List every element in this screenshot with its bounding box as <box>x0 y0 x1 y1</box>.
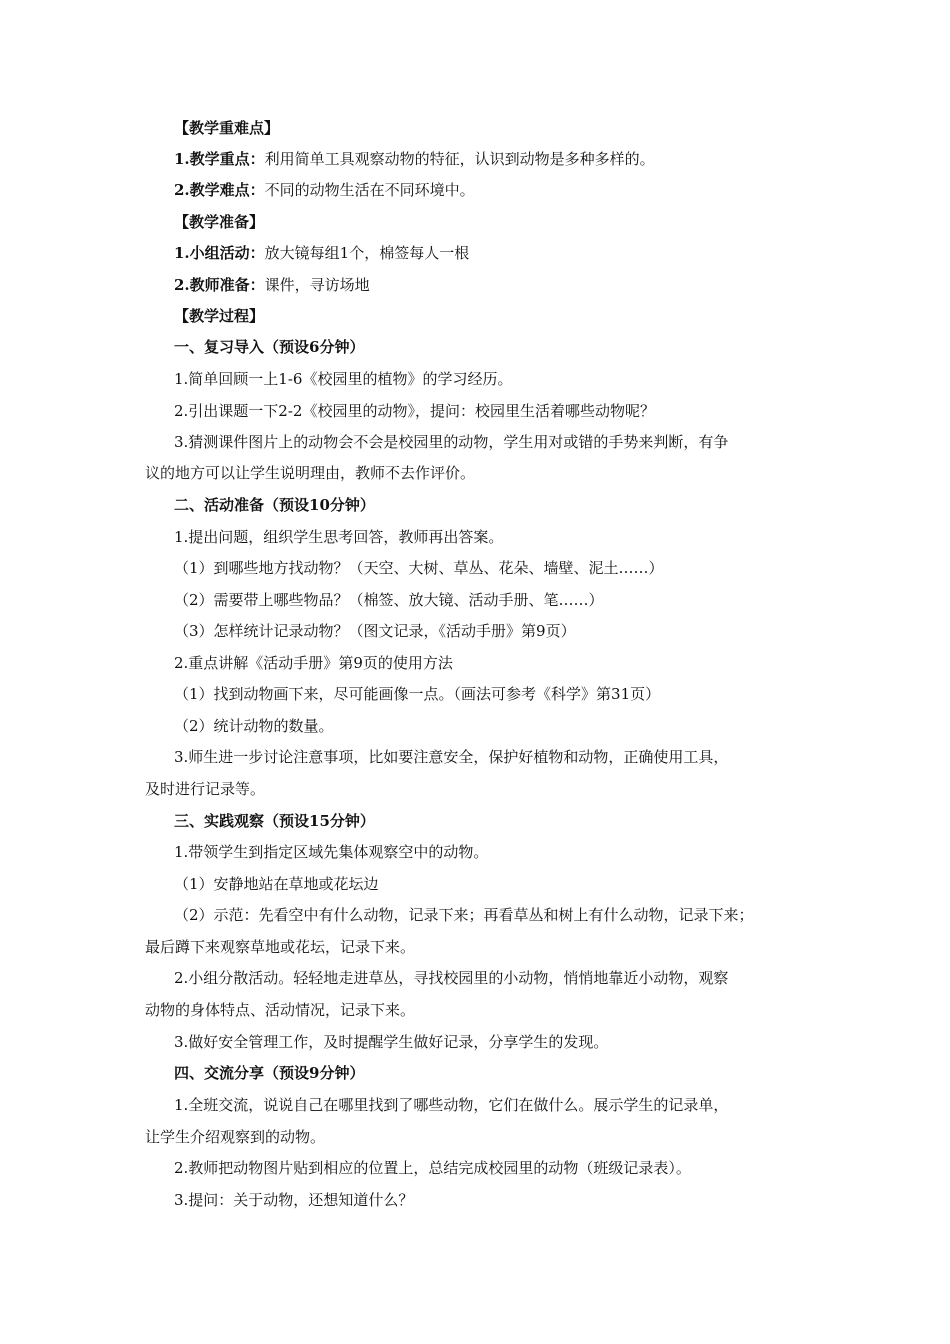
body-line: 2.教师把动物图片贴到相应的位置上，总结完成校园里的动物（班级记录表）。 <box>174 1159 691 1177</box>
preparation-item <box>0 275 950 295</box>
body-line: 1.简单回顾一上1-6《校园里的植物》的学习经历。 <box>174 370 513 388</box>
body-line: 3.提问：关于动物，还想知道什么？ <box>174 1191 414 1209</box>
body-line: （3）怎样统计记录动物？（图文记录，《活动手册》第9页） <box>174 622 576 640</box>
body-line: 2.小组分散活动。轻轻地走进草丛，寻找校园里的小动物，悄悄地靠近小动物，观察 <box>174 969 729 987</box>
body-line: 2.引出课题一下2-2《校园里的动物》，提问：校园里生活着哪些动物呢？ <box>174 402 655 420</box>
heading-process: 【教学过程】 <box>174 307 265 325</box>
section-title: 二、活动准备（预设10分钟） <box>174 496 375 514</box>
body-line: （1）安静地站在草地或花坛边 <box>174 875 379 893</box>
body-line: 最后蹲下来观察草地或花坛，记录下来。 <box>145 938 416 956</box>
body-line: 1.全班交流，说说自己在哪里找到了哪些动物，它们在做什么。展示学生的记录单， <box>174 1096 729 1114</box>
heading-key-points: 【教学重难点】 <box>174 119 280 137</box>
body-line: 2.重点讲解《活动手册》第9页的使用方法 <box>174 654 453 672</box>
section-title: 三、实践观察（预设15分钟） <box>174 812 375 830</box>
item-text: 不同的动物生活在不同环境中。 <box>264 181 475 199</box>
body-line: 3.做好安全管理工作，及时提醒学生做好记录，分享学生的发现。 <box>174 1033 609 1051</box>
heading-preparation: 【教学准备】 <box>174 213 265 231</box>
item-label: 1.小组活动： <box>174 244 265 262</box>
item-text: 放大镜每组1个，棉签每人一根 <box>264 244 470 262</box>
body-line: （1）找到动物画下来，尽可能画像一点。（画法可参考《科学》第31页） <box>174 685 661 703</box>
body-line: 3.师生进一步讨论注意事项，比如要注意安全，保护好植物和动物，正确使用工具， <box>174 748 729 766</box>
section-title: 四、交流分享（预设9分钟） <box>174 1064 365 1082</box>
item-text: 课件，寻访场地 <box>264 276 370 294</box>
item-label: 2.教师准备： <box>174 276 265 294</box>
body-line: 3.猜测课件图片上的动物会不会是校园里的动物，学生用对或错的手势来判断，有争 <box>174 433 729 451</box>
body-line: 让学生介绍观察到的动物。 <box>145 1128 326 1146</box>
key-point-item <box>0 149 950 169</box>
section-title: 一、复习导入（预设6分钟） <box>174 338 365 356</box>
body-line: 动物的身体特点、活动情况，记录下来。 <box>145 1001 416 1019</box>
key-point-item <box>0 180 950 200</box>
item-text: 利用简单工具观察动物的特征，认识到动物是多种多样的。 <box>264 150 655 168</box>
body-line: 1.提出问题，组织学生思考回答，教师再出答案。 <box>174 528 504 546</box>
body-line: 及时进行记录等。 <box>145 780 266 798</box>
body-line: （2）需要带上哪些物品？（棉签、放大镜、活动手册、笔……） <box>174 591 604 609</box>
item-label: 1.教学重点： <box>174 150 265 168</box>
body-line: 1.带领学生到指定区域先集体观察空中的动物。 <box>174 843 489 861</box>
body-line: （2）示范：先看空中有什么动物，记录下来；再看草丛和树上有什么动物，记录下来； <box>174 906 754 924</box>
body-line: （1）到哪些地方找动物？（天空、大树、草丛、花朵、墙壁、泥土……） <box>174 559 664 577</box>
preparation-item <box>0 243 950 263</box>
body-line: （2）统计动物的数量。 <box>174 717 334 735</box>
body-line: 议的地方可以让学生说明理由，教师不去作评价。 <box>145 464 476 482</box>
item-label: 2.教学难点： <box>174 181 265 199</box>
